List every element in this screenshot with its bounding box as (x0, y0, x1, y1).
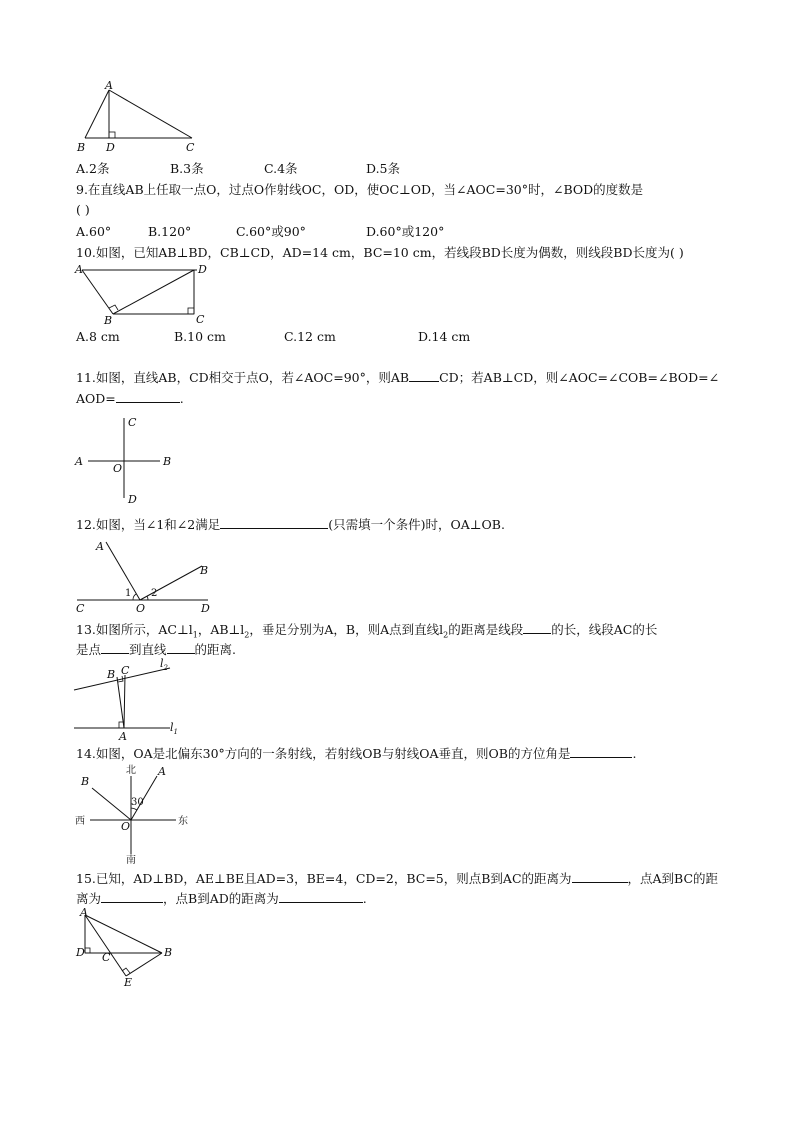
label-south: 南 (126, 855, 136, 866)
q11-text-b: CD；若AB⊥CD，则∠AOC=∠COB=∠BOD=∠ (439, 370, 720, 385)
label-a: A (80, 908, 88, 919)
label-a: A (75, 263, 83, 276)
q10-option-d: D.14 cm (418, 329, 471, 344)
q13-sub-2: 2 (244, 630, 250, 640)
q11-blank-2[interactable] (116, 390, 180, 403)
q9-stem: 9.在直线AB上任取一点O，过点O作射线OC，OD，使OC⊥OD，当∠AOC=30°时，∠BOD的度数是 (76, 182, 644, 197)
label-l2-letter: l (160, 658, 164, 670)
q12-text-b: (只需填一个条件)时，OA⊥OB. (328, 517, 505, 532)
figure-q13 (72, 658, 187, 744)
label-l1 (170, 721, 178, 736)
label-o: O (121, 820, 131, 833)
q15-line1 (76, 870, 718, 887)
q9-paren: ( ) (76, 202, 90, 217)
label-c: C (121, 664, 130, 677)
label-west: 西 (75, 816, 85, 827)
label-e: E (124, 976, 133, 988)
q8-option-c: C.4条 (264, 161, 298, 176)
label-b: B (107, 668, 116, 681)
q15-blank-3[interactable] (279, 890, 363, 903)
label-c: C (186, 141, 195, 154)
q8-option-d: D.5条 (366, 161, 401, 176)
label-b: B (164, 946, 173, 959)
label-angle-1: 1 (125, 588, 132, 599)
figure-q11 (72, 412, 182, 508)
label-o: O (136, 602, 146, 614)
q13-blank-1[interactable] (523, 621, 551, 634)
q15-blank-2[interactable] (101, 890, 163, 903)
q14-text: 14.如图，OA是北偏东30°方向的一条射线，若射线OB与射线OA垂直，则OB的方位角是 (76, 746, 571, 761)
q9-option-a: A.60° (76, 224, 112, 239)
label-c: C (102, 951, 111, 964)
q15-text-3: 离为 (76, 891, 102, 906)
label-a: A (96, 540, 104, 553)
q11-text-a: 11.如图，直线AB，CD相交于点O，若∠AOC=90°，则AB (76, 370, 410, 385)
label-b: B (77, 141, 86, 154)
q11-line2 (76, 390, 184, 407)
label-a: A (119, 730, 127, 743)
label-30: 30 (131, 797, 144, 808)
q10-stem: 10.如图，已知AB⊥BD，CB⊥CD，AD=14 cm，BC=10 cm，若线段BD长度为偶数，则线段BD长度为( ) (76, 245, 684, 260)
q9-option-c: C.60°或90° (236, 224, 306, 239)
figure-q12 (72, 532, 217, 614)
label-c: C (76, 602, 85, 614)
q13-blank-2[interactable] (101, 641, 129, 654)
q13-text-8: 的距离. (194, 642, 237, 657)
q12-text-a: 12.如图，当∠1和∠2满足 (76, 517, 221, 532)
q10-options (76, 329, 676, 345)
label-b: B (163, 455, 172, 468)
q13-text-7: 到直线 (129, 642, 167, 657)
label-l2-sub: 2 (163, 664, 168, 672)
label-l1-letter: l (170, 721, 174, 734)
q10-option-a: A.8 cm (76, 329, 120, 344)
q13-text-5: 的长，线段AC的长 (551, 622, 658, 637)
q11-blank-1[interactable] (409, 369, 439, 382)
label-d: D (76, 946, 85, 959)
q15-blank-1[interactable] (572, 870, 628, 883)
figure-q14 (72, 762, 197, 866)
q11-line1 (76, 369, 719, 386)
q11-end: . (179, 391, 184, 406)
q15-text-2: ，点A到BC的距 (627, 871, 719, 886)
q13-text-3: ，垂足分别为A，B，则A点到直线l (249, 622, 444, 637)
q13-sub-3: 2 (443, 630, 449, 640)
label-b: B (104, 314, 113, 326)
label-b: B (81, 775, 90, 788)
label-l2 (160, 658, 169, 672)
q13-sub-1: 1 (192, 630, 198, 640)
label-d: D (128, 493, 137, 506)
q11-text-c: AOD= (76, 391, 116, 406)
label-a: A (75, 455, 83, 468)
label-d: D (198, 263, 207, 276)
label-north: 北 (126, 765, 136, 776)
q12-line (76, 516, 505, 533)
q9-option-b: B.120° (148, 224, 192, 239)
q14-blank[interactable] (570, 745, 632, 758)
q12-blank[interactable] (220, 516, 328, 529)
q14-end: . (632, 746, 637, 761)
q15-end: . (362, 891, 367, 906)
q9-option-d: D.60°或120° (366, 224, 445, 239)
q8-options (76, 161, 676, 177)
q13-text-4: 的距离是线段 (448, 622, 524, 637)
figure-q10 (72, 260, 217, 326)
q15-line2 (76, 890, 367, 907)
label-c: C (128, 416, 137, 429)
q10-option-b: B.10 cm (174, 329, 226, 344)
q14-line (76, 745, 636, 762)
q15-text-4: ，点B到AD的距离为 (163, 891, 279, 906)
q13-text-2: ，AB⊥l (197, 622, 245, 637)
label-o: O (113, 462, 123, 475)
figure-q8-triangle (72, 80, 202, 156)
label-a: A (158, 765, 166, 778)
label-l1-sub: 1 (173, 728, 178, 736)
q13-text-6: 是点 (76, 642, 102, 657)
label-east: 东 (178, 816, 188, 827)
q13-blank-3[interactable] (167, 641, 195, 654)
q8-option-b: B.3条 (170, 161, 204, 176)
label-d: D (106, 141, 115, 154)
q9-options (76, 224, 676, 240)
label-angle-2: 2 (151, 588, 158, 599)
q15-text-1: 15.已知，AD⊥BD，AE⊥BE且AD=3，BE=4，CD=2，BC=5，则点B到AC的距离为 (76, 871, 572, 886)
label-d: D (201, 602, 210, 614)
q8-option-a: A.2条 (76, 161, 110, 176)
q13-line2 (76, 641, 236, 658)
q10-option-c: C.12 cm (284, 329, 336, 344)
q13-text-1: 13.如图所示，AC⊥l (76, 622, 193, 637)
figure-q15 (72, 908, 177, 988)
label-c: C (196, 313, 205, 326)
label-b: B (200, 564, 209, 577)
label-a: A (105, 80, 113, 92)
